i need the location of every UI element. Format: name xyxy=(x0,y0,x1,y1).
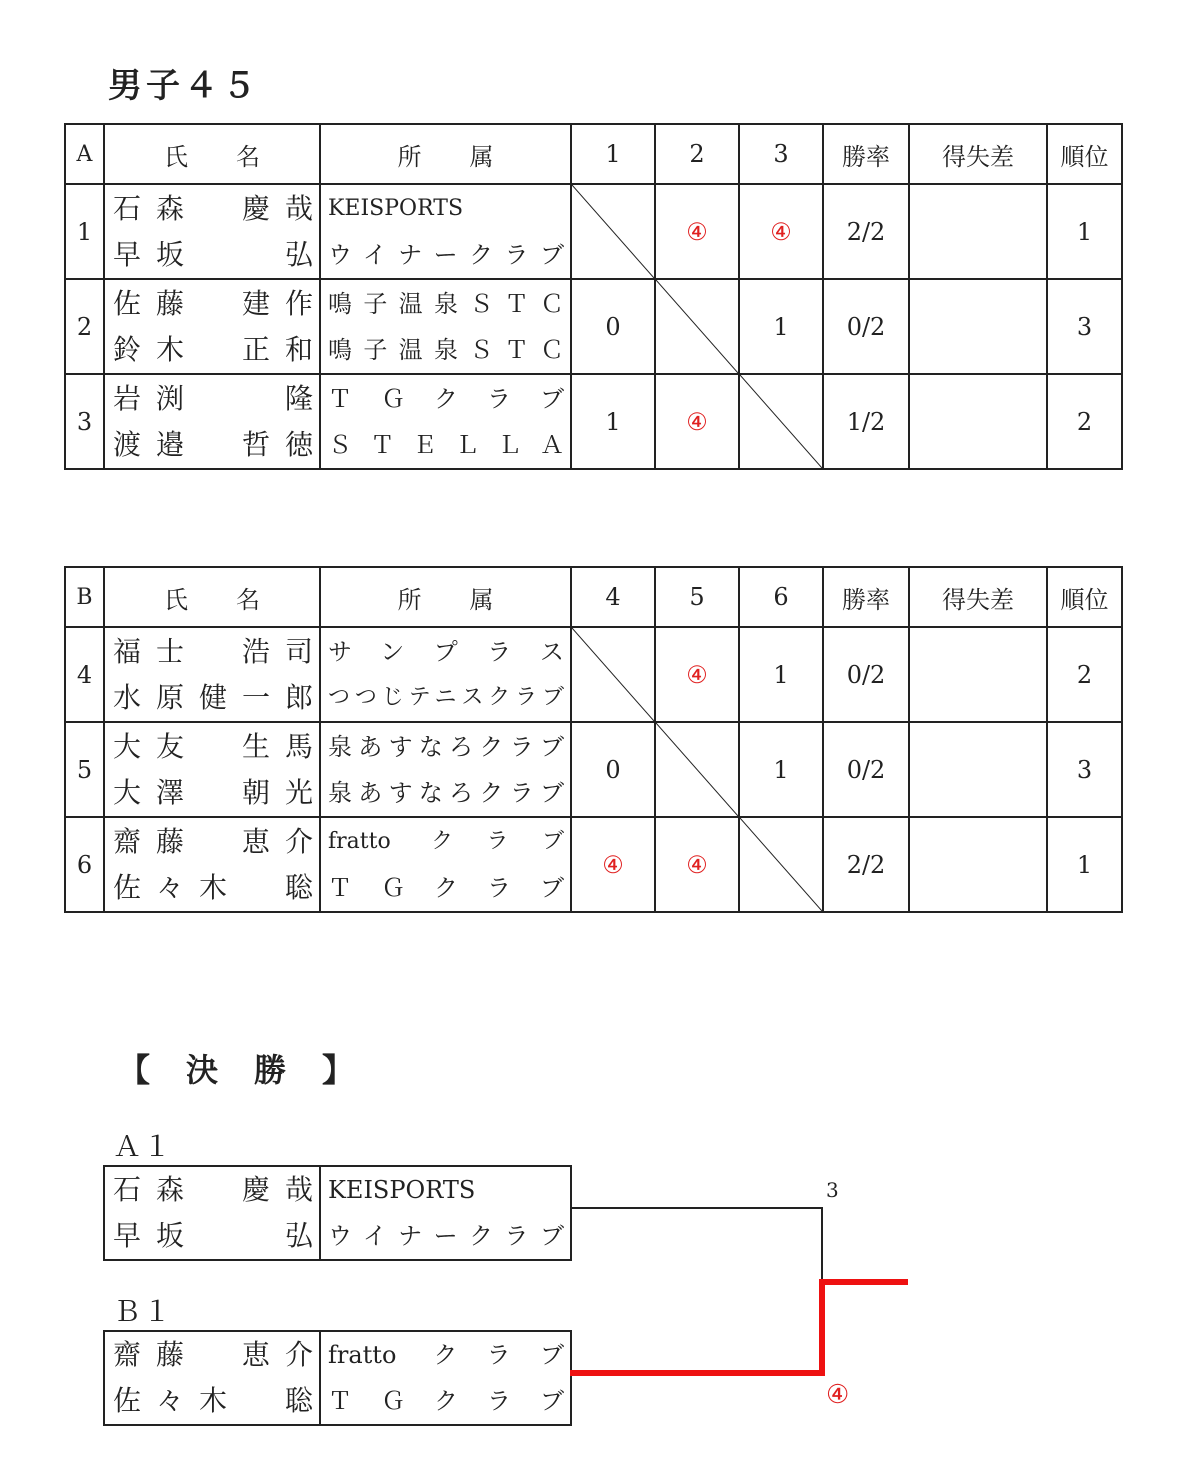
row-index: 3 xyxy=(65,374,104,469)
rank: 1 xyxy=(1047,184,1122,279)
club-name: サンプラス xyxy=(328,637,564,666)
match-result: 1 xyxy=(739,279,823,374)
rank: 3 xyxy=(1047,279,1122,374)
match-result: ④ xyxy=(655,184,739,279)
header-winrate: 勝率 xyxy=(823,567,909,627)
match-result: ④ xyxy=(655,374,739,469)
club-name: 泉あすなろクラブ xyxy=(328,778,564,807)
header-rank: 順位 xyxy=(1047,567,1122,627)
row-index: 6 xyxy=(65,817,104,912)
club-name: 泉あすなろクラブ xyxy=(328,732,564,761)
rank: 2 xyxy=(1047,374,1122,469)
match-result: 0 xyxy=(571,279,655,374)
club-name: ＴＧクラブ xyxy=(328,384,564,413)
header-club: 所 属 xyxy=(320,124,571,184)
club-name: つつじテニスクラブ xyxy=(328,684,564,710)
header-rank: 順位 xyxy=(1047,124,1122,184)
bracket-line-a xyxy=(570,1208,822,1280)
player-name: 鈴木 正和 xyxy=(113,332,313,366)
player-name: 齋藤 恵介 xyxy=(113,824,313,858)
rank: 2 xyxy=(1047,627,1122,722)
club-name: ウイナークラブ xyxy=(328,240,564,269)
header-winrate: 勝率 xyxy=(823,124,909,184)
header-club: 所 属 xyxy=(320,567,571,627)
club-name: KEISPORTS xyxy=(328,195,464,221)
player-name: 水原健一郎 xyxy=(113,680,313,714)
player-name: 大友 生馬 xyxy=(113,729,313,763)
header-col-2: 2 xyxy=(655,124,739,184)
row-index: 2 xyxy=(65,279,104,374)
club-name: 鳴子温泉ＳＴＣ xyxy=(328,289,564,318)
win-rate: 0/2 xyxy=(823,627,909,722)
header-diff: 得失差 xyxy=(909,567,1047,627)
group-label: A xyxy=(65,124,104,184)
player-name: 佐藤 建作 xyxy=(113,286,313,320)
club-name: KEISPORTS xyxy=(328,1176,476,1204)
header-col-5: 5 xyxy=(655,567,739,627)
rank: 3 xyxy=(1047,722,1122,817)
club-name: ＴＧクラブ xyxy=(328,1387,564,1415)
match-result: 1 xyxy=(739,722,823,817)
win-rate: 0/2 xyxy=(823,722,909,817)
rank: 1 xyxy=(1047,817,1122,912)
match-result: 0 xyxy=(571,722,655,817)
header-col-3: 3 xyxy=(739,124,823,184)
win-rate: 2/2 xyxy=(823,817,909,912)
match-result: ④ xyxy=(739,184,823,279)
header-name: 氏 名 xyxy=(104,567,320,627)
final-b-label: Ｂ１ xyxy=(113,1295,174,1328)
player-name: 早坂 弘 xyxy=(113,1219,313,1252)
player-name: 大澤 朝光 xyxy=(113,775,313,809)
row-index: 5 xyxy=(65,722,104,817)
final-score-a: 3 xyxy=(826,1178,839,1202)
match-result: ④ xyxy=(655,817,739,912)
header-col-1: 1 xyxy=(571,124,655,184)
player-name: 福士 浩司 xyxy=(113,634,313,668)
header-diff: 得失差 xyxy=(909,124,1047,184)
win-rate: 0/2 xyxy=(823,279,909,374)
header-name: 氏 名 xyxy=(104,124,320,184)
page-title: 男子４５ xyxy=(108,66,260,106)
club-name: 鳴子温泉ＳＴＣ xyxy=(328,335,564,364)
header-col-6: 6 xyxy=(739,567,823,627)
player-name: 齋藤 恵介 xyxy=(113,1338,313,1371)
player-name: 早坂 弘 xyxy=(113,237,313,271)
header-col-4: 4 xyxy=(571,567,655,627)
match-result: 1 xyxy=(571,374,655,469)
player-name: 佐々木 聡 xyxy=(113,1384,313,1417)
club-name: ＳＴＥＬＬＡ xyxy=(328,430,564,459)
player-name: 岩渕 隆 xyxy=(113,381,313,415)
club-name: fratto クラブ xyxy=(328,828,564,854)
row-index: 1 xyxy=(65,184,104,279)
match-result: 1 xyxy=(739,627,823,722)
player-name: 渡邉 哲徳 xyxy=(113,427,313,461)
final-score-b: ④ xyxy=(826,1380,850,1410)
bracket-line-b-winner xyxy=(570,1282,908,1373)
match-result: ④ xyxy=(571,817,655,912)
player-name: 石森 慶哉 xyxy=(113,1173,313,1206)
club-name: fratto クラブ xyxy=(328,1341,564,1369)
row-index: 4 xyxy=(65,627,104,722)
player-name: 石森 慶哉 xyxy=(113,191,313,225)
club-name: ウイナークラブ xyxy=(328,1222,564,1250)
match-result: ④ xyxy=(655,627,739,722)
club-name: ＴＧクラブ xyxy=(328,873,564,902)
win-rate: 1/2 xyxy=(823,374,909,469)
final-section-title: 【 決 勝 】 xyxy=(118,1051,357,1089)
player-name: 佐々木 聡 xyxy=(113,870,313,904)
win-rate: 2/2 xyxy=(823,184,909,279)
group-label: B xyxy=(65,567,104,627)
final-a-label: Ａ１ xyxy=(113,1130,174,1163)
